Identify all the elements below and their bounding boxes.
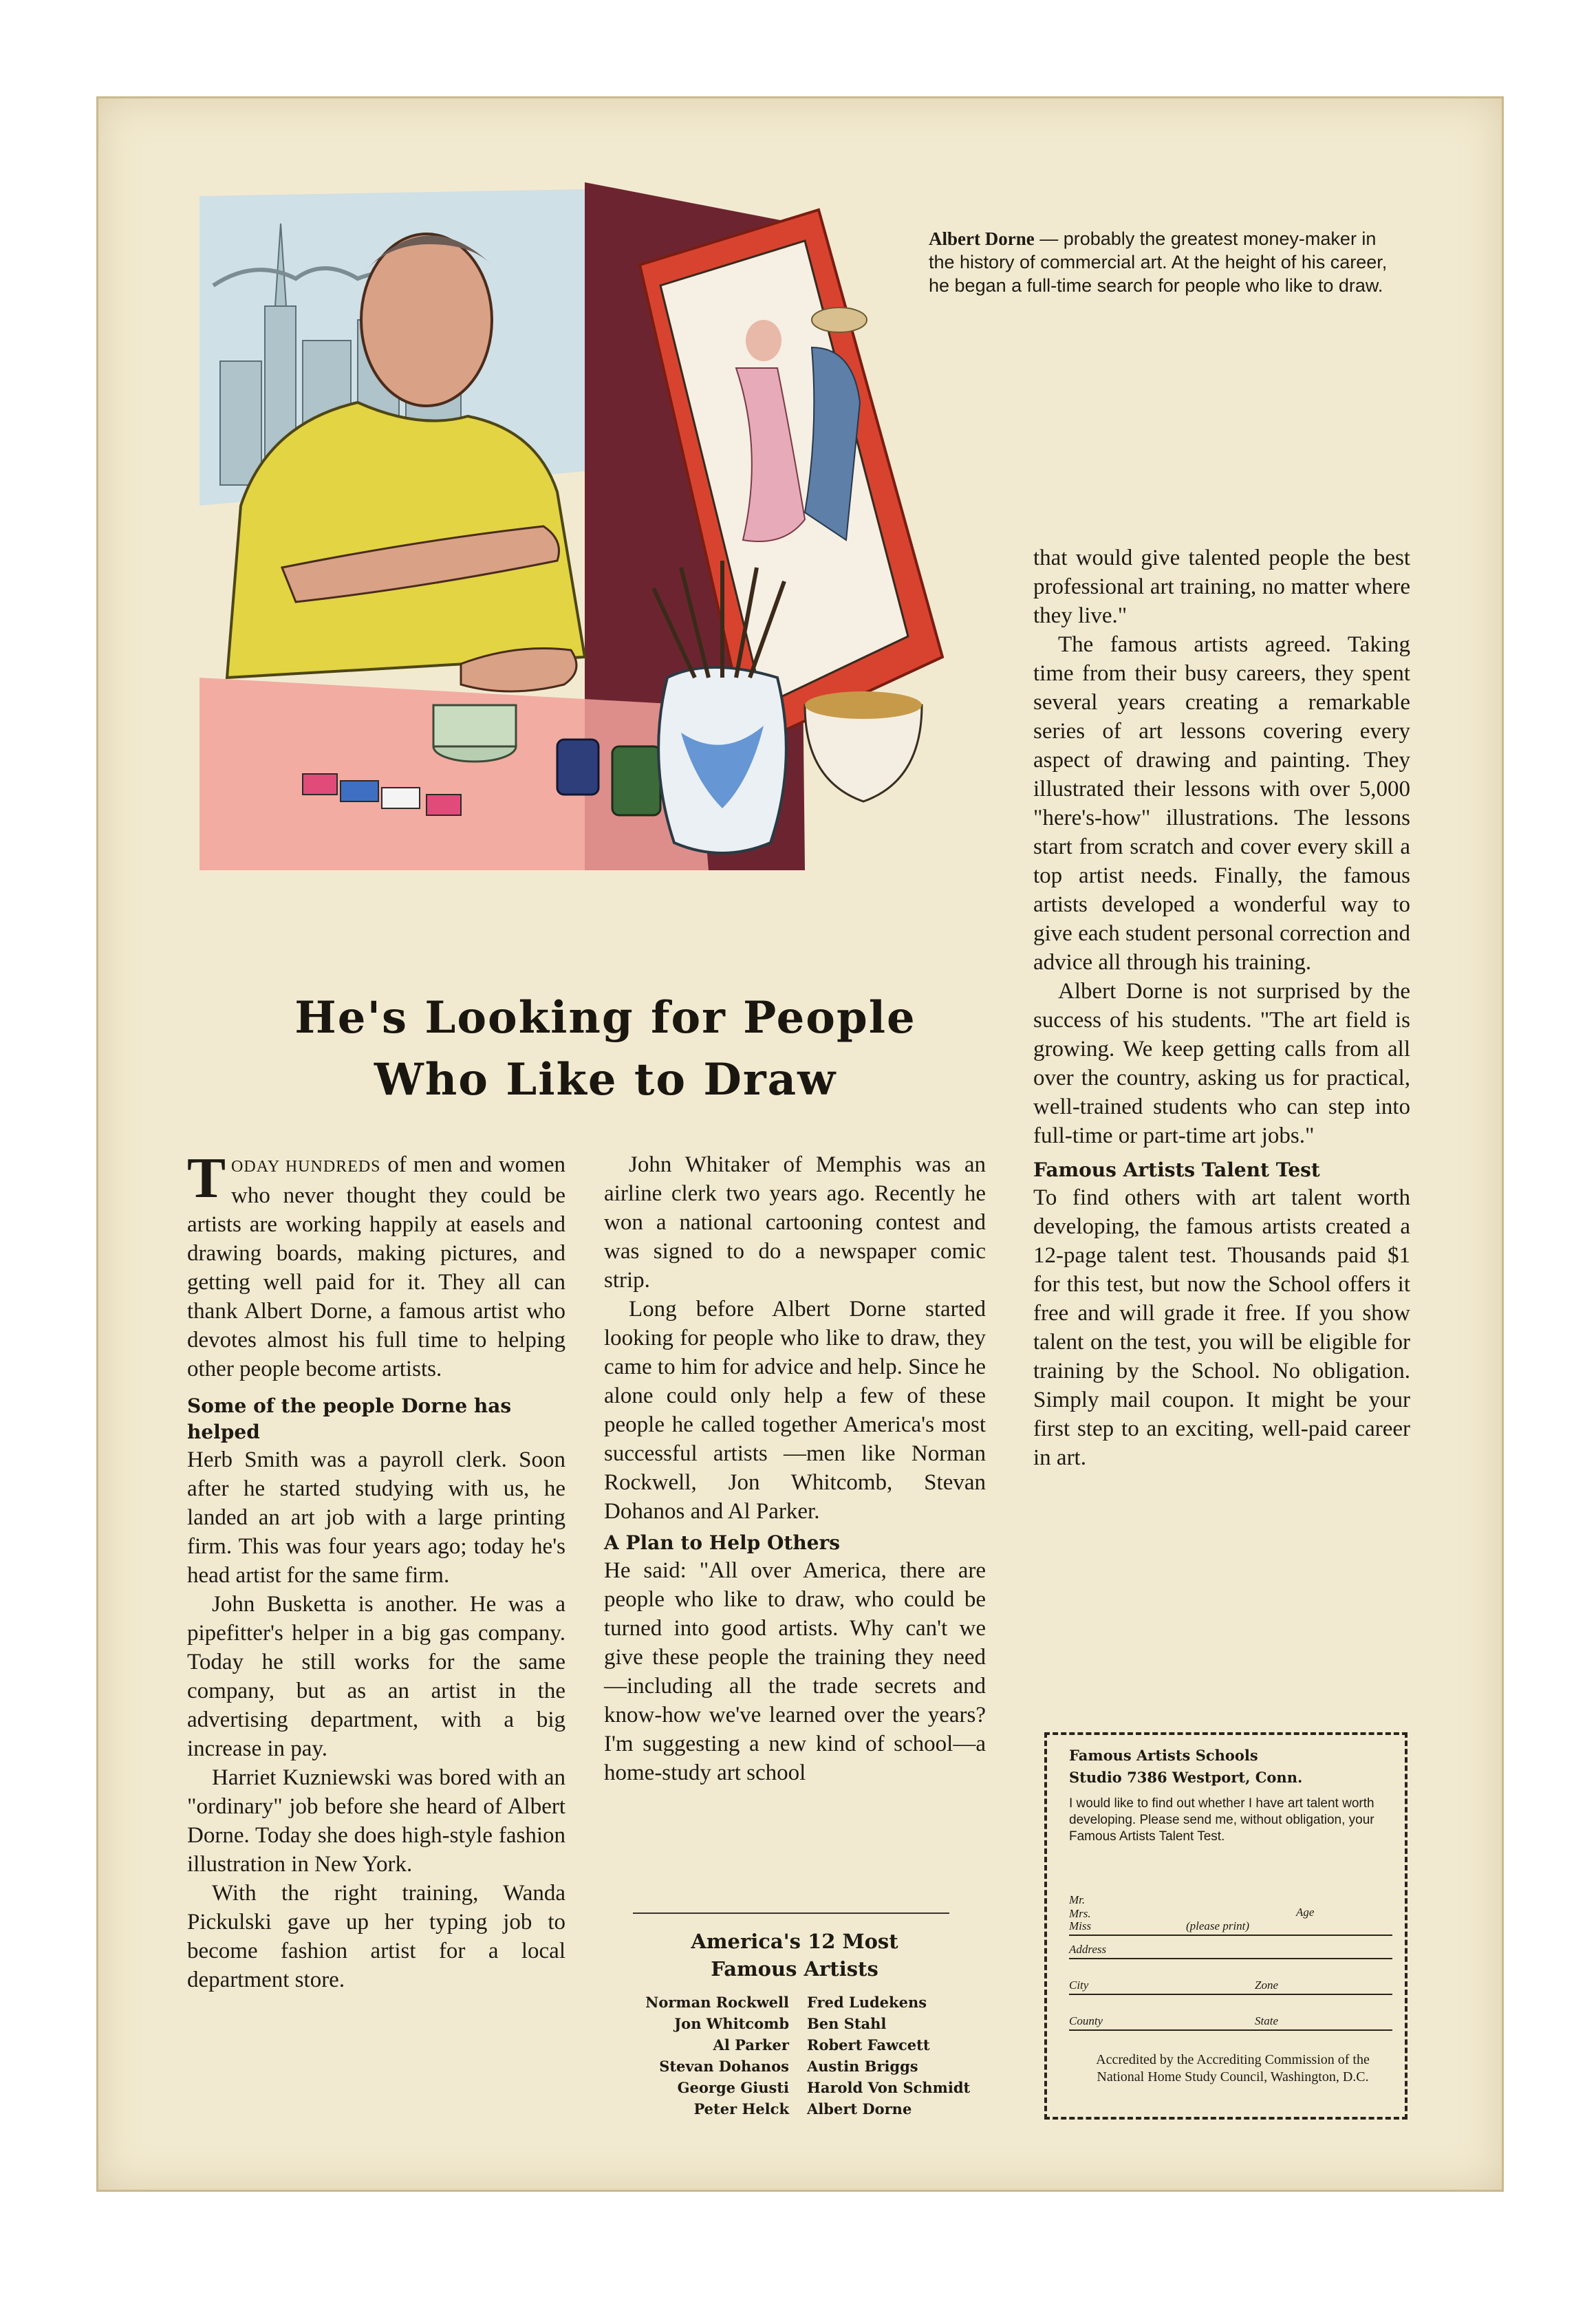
- paragraph-plan-quote: He said: "All over America, there are people who like to draw, who could be turned into good artists. Why can't we give these people the training they need—including all the trade secrets and know-how we've learned over the years? I'm suggesting a new kind of school—a home-study art school: [604, 1558, 986, 1785]
- drop-cap: T: [187, 1146, 226, 1210]
- lead-small-caps: ODAY HUNDREDS: [231, 1158, 381, 1176]
- coupon-form: [1069, 1886, 1392, 2032]
- artist-name: Albert Dorne: [807, 2100, 912, 2118]
- county-state-field[interactable]: [1069, 1996, 1392, 2031]
- paragraph-harriet-kuzniewski: Harriet Kuzniewski was bored with an "ordinary" job before she heard of Albert Dorne. Today she does high-style fashion illustration in New York.: [187, 1765, 565, 1877]
- mail-coupon[interactable]: [1044, 1732, 1408, 2120]
- artist-at-easel-drawing: [200, 182, 977, 994]
- label-address: Address: [1069, 1943, 1107, 1956]
- caption-text: — probably the greatest money-maker in the history of commercial art. At the height of his career, he began a full-time search for people who like to draw.: [929, 228, 1388, 296]
- intro-paragraph: [187, 1146, 565, 1383]
- artist-name: Ben Stahl: [807, 2015, 887, 2032]
- paragraph-john-whitaker: John Whitaker of Memphis was an airline clerk two years ago. Recently he won a national cartooning contest and was signed to do a newspaper comic strip.: [604, 1152, 986, 1293]
- artist-name: Austin Briggs: [807, 2058, 918, 2075]
- paragraph-wanda-pickulski: With the right training, Wanda Pickulski gave up her typing job to become fashion artist for a local department store.: [187, 1881, 565, 1992]
- artist-name: Jon Whitcomb: [674, 2015, 789, 2032]
- headline: [227, 987, 984, 1111]
- divider-rule: [633, 1912, 949, 1914]
- caption-name: Albert Dorne: [929, 228, 1035, 249]
- article-column-2: [604, 1150, 986, 1787]
- address-field[interactable]: [1069, 1937, 1392, 1959]
- subheading-people-helped: Some of the people Dorne has helped: [187, 1394, 512, 1443]
- city-zone-field[interactable]: [1069, 1961, 1392, 1995]
- label-miss: Miss: [1069, 1919, 1092, 1932]
- artist-name: Harold Von Schmidt: [807, 2079, 971, 2096]
- subheading-talent-test: Famous Artists Talent Test: [1033, 1159, 1320, 1181]
- article-column-3: [1033, 543, 1410, 1472]
- headline-line-1: He's Looking for People: [294, 992, 916, 1044]
- paragraph-artists-agreed: The famous artists agreed. Taking time from their busy careers, they spent several years creating a remarkable series of art lessons covering every aspect of drawing and painting. They illustrated their lessons with over 5,000 "here's-how" illustrations. The lessons start from scratch and cover every skill a top artist needs. Finally, the famous artists developed a wonderful way to give each student personal correction and advice all through his training.: [1033, 632, 1410, 975]
- artist-name: Al Parker: [713, 2036, 789, 2054]
- artist-name: Fred Ludekens: [807, 1994, 927, 2011]
- label-mr: Mr.: [1069, 1893, 1086, 1906]
- intro-text: of men and women who never thought they could be artists are working happily at easels and drawing boards, making pictures, and getting well paid for it. They all can thank Albert Dorne, a famous artist who devotes almost his full time to helping other people become artists.: [187, 1152, 565, 1381]
- famous-artists-title-line-2: Famous Artists: [711, 1957, 878, 1981]
- artist-name: Peter Helck: [693, 2100, 789, 2118]
- artist-name: Robert Fawcett: [807, 2036, 930, 2054]
- paragraph-success: Albert Dorne is not surprised by the success of his students. "The art field is growing. We keep getting calls from all over the country, asking us for practical, well-trained students who can step into full-time or part-time art jobs.": [1033, 979, 1410, 1148]
- label-age: Age: [1296, 1906, 1315, 1919]
- coupon-studio-address: Studio 7386 Westport, Conn.: [1069, 1769, 1303, 1786]
- famous-artists-title-line-1: America's 12 Most: [691, 1930, 898, 1953]
- article-column-1: [187, 1146, 565, 1994]
- paragraph-talent-test: To find others with art talent worth developing, the famous artists created a 12-page talent test. Thousands paid $1 for this test, but now the School offers it free and will grade it free. If you show talent on the test, you will be eligible for training by the School. No obligation. Simply mail coupon. It might be your first step to an exciting, well-paid career in art.: [1033, 1185, 1410, 1470]
- artist-name: George Giusti: [677, 2079, 789, 2096]
- subheading-plan: A Plan to Help Others: [604, 1531, 841, 1554]
- paragraph-training-continues: that would give talented people the best professional art training, no matter where they live.": [1033, 546, 1410, 628]
- coupon-header: [1069, 1745, 1392, 1789]
- label-please-print: (please print): [1186, 1919, 1250, 1932]
- label-zone: Zone: [1255, 1979, 1278, 1992]
- illustration-caption: [929, 227, 1396, 297]
- albert-dorne-illustration: [200, 182, 977, 994]
- famous-artists-title: [598, 1928, 991, 1983]
- coupon-request-text: I would like to find out whether I have art talent worth developing. Please send me, without obligation, your Famous Artists Talent Test.: [1069, 1796, 1374, 1844]
- accreditation-note: Accredited by the Accrediting Commission of the National Home Study Council, Washington, D.C.: [1096, 2052, 1370, 2084]
- name-field[interactable]: [1069, 1886, 1392, 1936]
- label-city: City: [1069, 1979, 1089, 1992]
- paragraph-john-busketta: John Busketta is another. He was a pipefitter's helper in a big gas company. Today he still works for the same company, but as an artist in the advertising department, with a big increase in pay.: [187, 1592, 565, 1761]
- label-state: State: [1255, 2014, 1278, 2027]
- coupon-school-name: Famous Artists Schools: [1069, 1747, 1258, 1764]
- paragraph-herb-smith: Herb Smith was a payroll clerk. Soon after he started studying with us, he landed an art job with a large printing firm. This was four years ago; today he's head artist for the same firm.: [187, 1447, 565, 1588]
- famous-artists-list: [592, 1992, 1004, 2120]
- artist-name: Stevan Dohanos: [659, 2058, 789, 2075]
- headline-line-2: Who Like to Draw: [374, 1054, 837, 1106]
- label-mrs: Mrs.: [1069, 1907, 1091, 1920]
- artist-name: Norman Rockwell: [645, 1994, 789, 2011]
- label-county: County: [1069, 2014, 1103, 2027]
- paragraph-dorne-search: Long before Albert Dorne started looking for people who like to draw, they came to him for advice and help. Since he alone could only help a few of these people he called together America's most successful artists —men like Norman Rockwell, Jon Whitcomb, Stevan Dohanos and Al Parker.: [604, 1297, 986, 1524]
